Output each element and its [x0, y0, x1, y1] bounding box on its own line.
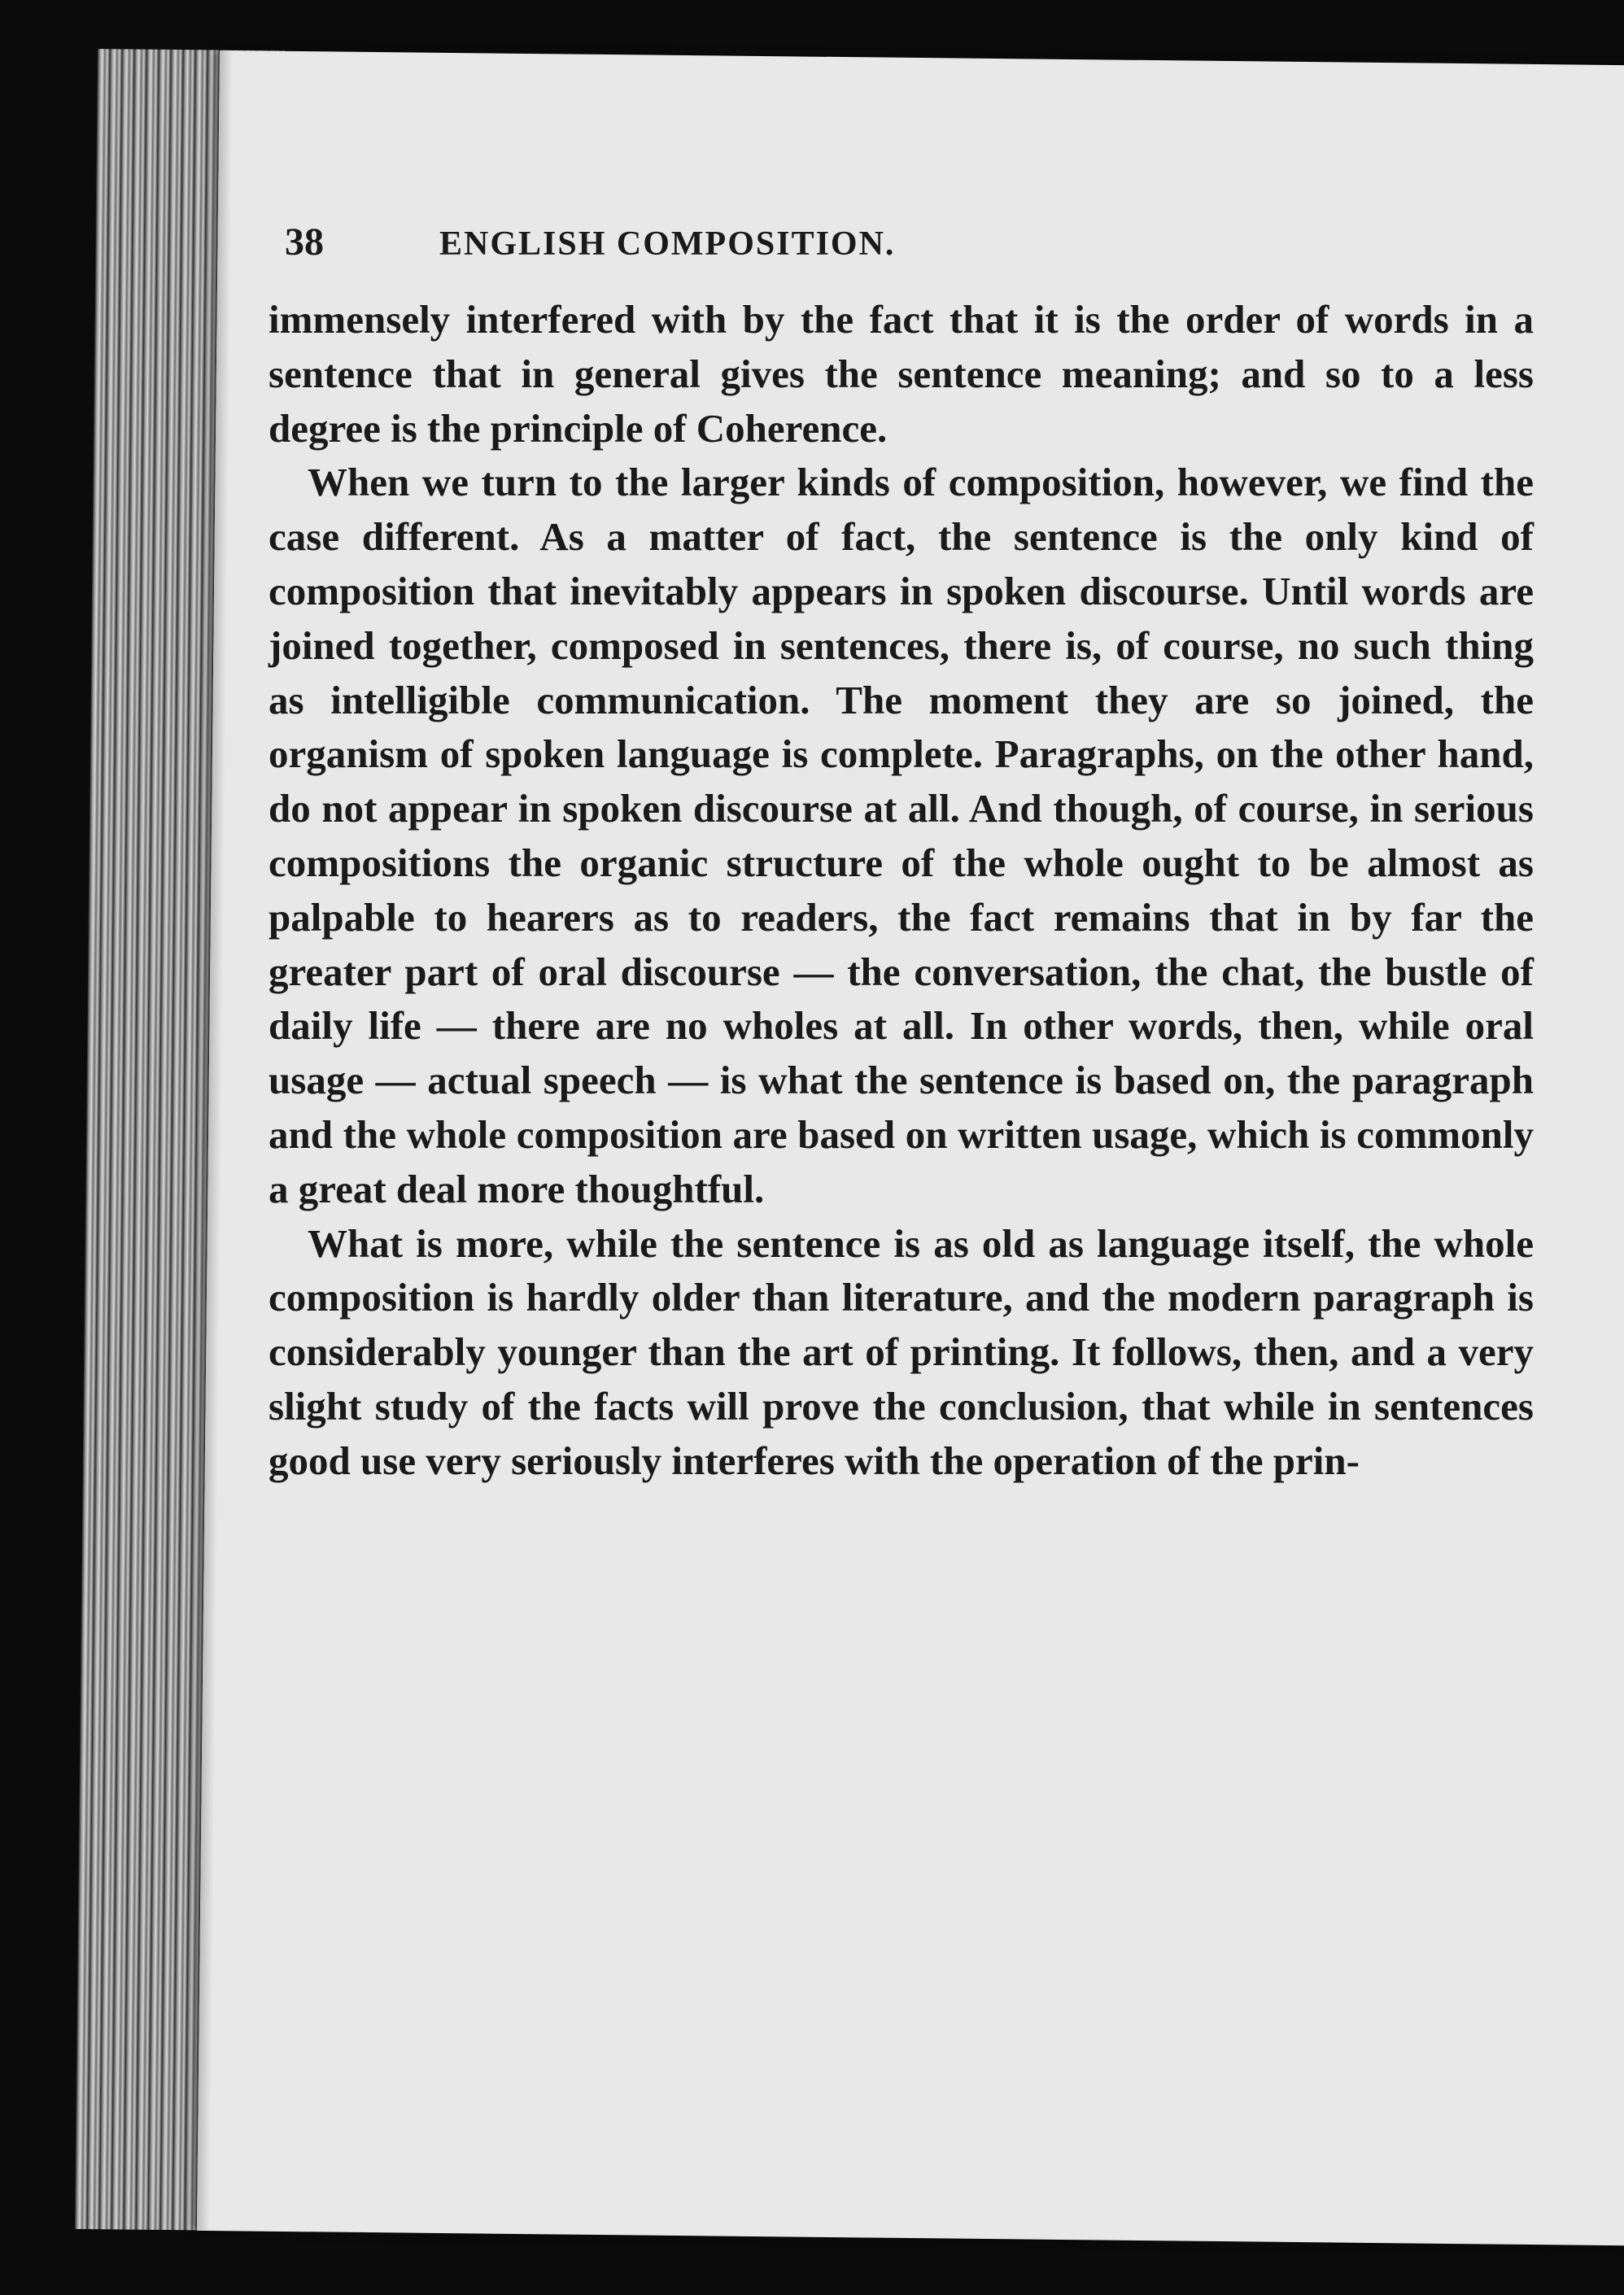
- paragraph-continued: immensely interfered with by the fact that it is the order of words in a sentence that in general gives the sentence meaning; and so to a less degree is the principle of Coherence.: [268, 297, 1534, 451]
- running-title: ENGLISH COMPOSITION.: [439, 225, 896, 263]
- paragraph: When we turn to the larger kinds of composition, however, we find the case different. As a matter of fact, the sentence is the only kind of composition that inevitably appears in spoken discourse. Until words are joined together, composed in sentences, there is, of course, no such thing as intelligible communication. The moment they are so joined, the organism of spoken language is complete. Paragraphs, on the other hand, do not appear in spoken discourse at all. And though, of course, in serious compositions the organic structure of the whole ought to be almost as palpable to hearers as to readers, the fact remains that in by far the greater part of oral discourse — the conversation, the chat, the bustle of daily life — there are no wholes at all. In other words, then, while oral usage — actual speech — is what the sentence is based on, the paragraph and the whole composition are based on written usage, which is commonly a great deal more thoughtful.: [268, 460, 1534, 1211]
- paragraph: What is more, while the sentence is as old as language itself, the whole composition is hardly older than literature, and the modern paragraph is considerably younger than the art of printing. It follows, then, and a very slight study of the facts will prove the conclusion, that while in sentences good use very seriously interferes with the operation of the prin-: [268, 1220, 1534, 1483]
- page-header: [285, 220, 1554, 277]
- body-text: [268, 293, 1534, 1489]
- page-number: 38: [285, 220, 324, 264]
